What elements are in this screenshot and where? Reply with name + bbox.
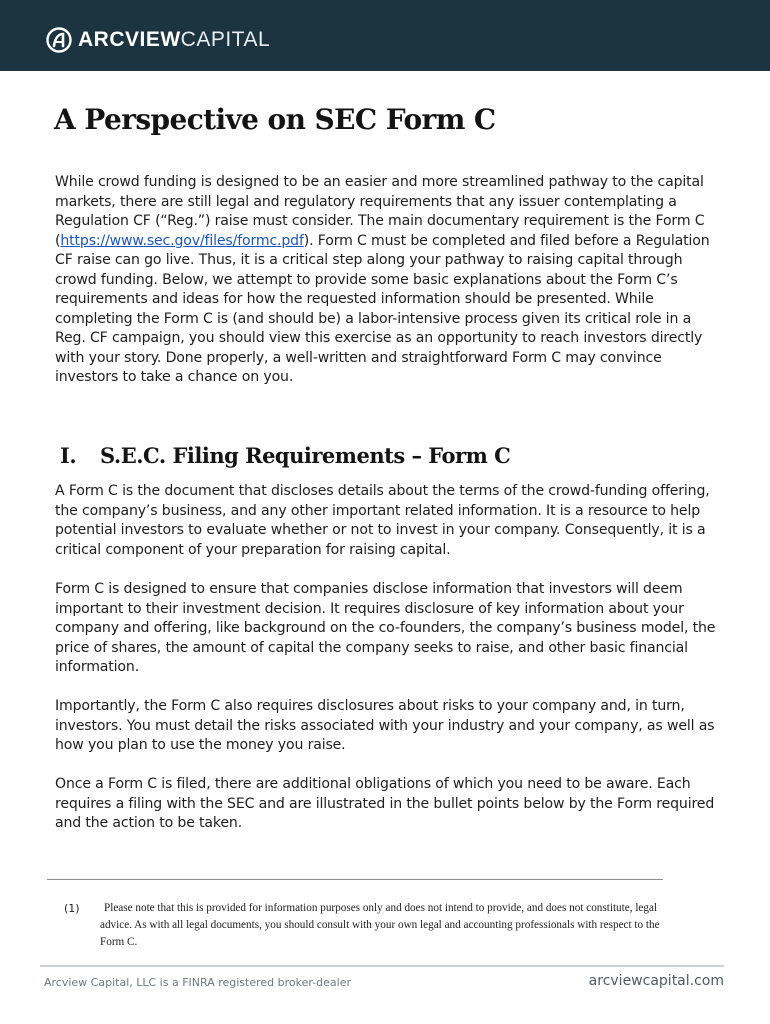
- section-heading: [60, 443, 510, 468]
- footer-divider: [40, 965, 724, 967]
- footnote-text: Please note that this is provided for information purposes only and does not intend to provide, and does not constitute, legal advice. As with all legal documents, you should consult with your own legal and accounting professionals with respect to the Form C.: [100, 902, 660, 948]
- brand-name: [78, 28, 270, 52]
- brand-logo[interactable]: [46, 25, 270, 55]
- page-header: [0, 0, 770, 71]
- section-paragraph-4: Once a Form C is filed, there are additional obligations of which you need to be aware. Each requires a filing with the SEC and are illustrated in the bullet points below by the Form required and the action to be taken.: [55, 776, 715, 831]
- document-title: A Perspective on SEC Form C: [54, 103, 496, 136]
- brand-name-light: CAPITAL: [180, 28, 271, 51]
- section-paragraph-2: Form C is designed to ensure that companies disclose information that investors will deem important to their investment decision. It requires disclosure of key information about your company and offering, like background on the co-founders, the company’s business model, the price of shares, the amount of capital the company seeks to raise, and other basic financial information.: [55, 581, 716, 675]
- brand-name-bold: ARCVIEW: [78, 28, 181, 51]
- intro-text-start: While crowd funding is designed to be an easier and more streamlined pathway to the capital markets, there are still legal and regulatory requirements that any issuer contemplating a Regulation CF (“Reg.”) raise must consider. The main documentary requirement is the Form C (: [55, 174, 705, 249]
- intro-text-end: ). Form C must be completed and filed before a Regulation CF raise can go live. Thus, it is a critical step along your pathway to raising capital through crowd funding. Below, we attempt to provide some basic explanations about the Form C’s requirements and ideas for how the requested information should be presented. While completing the Form C is (and should be) a labor-intensive process given its critical role in a Reg. CF campaign, you should view this exercise as an opportunity to reach investors directly with your story. Done properly, a well-written and straightforward Form C may convince investors to take a chance on you.: [55, 232, 710, 385]
- formc-link[interactable]: https://www.sec.gov/files/formc.pdf: [60, 232, 304, 249]
- intro-paragraph: [55, 173, 725, 388]
- section-number: I.: [60, 443, 77, 468]
- section-paragraph-1: A Form C is the document that discloses details about the terms of the crowd-funding offering, the company’s business, and any other important related information. It is a resource to help potential investors to evaluate whether or not to invest in your company. Consequently, it is a critical component of your preparation for raising capital.: [55, 483, 710, 558]
- footnote-divider: [47, 879, 663, 880]
- section-paragraph-3: Importantly, the Form C also requires disclosures about risks to your company and, in turn, investors. You must detail the risks associated with your industry and your company, as well as how you plan to use the money you raise.: [55, 698, 715, 753]
- footer-disclaimer: Arcview Capital, LLC is a FINRA registered broker-dealer: [44, 976, 352, 989]
- footer-website-link[interactable]: arcviewcapital.com: [588, 973, 724, 989]
- arcview-logo-icon: [46, 27, 72, 53]
- section-title: S.E.C. Filing Requirements – Form C: [100, 443, 511, 468]
- footnote-number: (1): [64, 902, 80, 915]
